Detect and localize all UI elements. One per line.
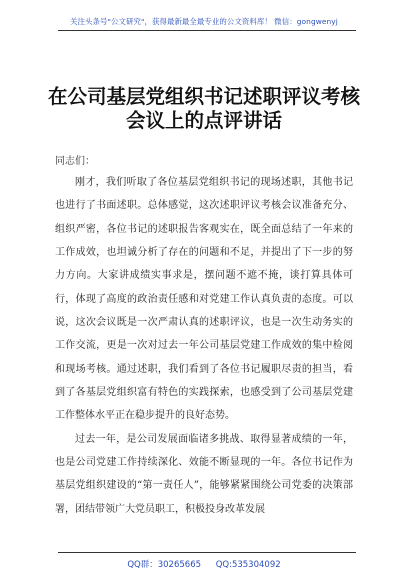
document-body [55,171,353,521]
title-line-1: 在公司基层党组织书记述职评议考核 [47,85,360,108]
footer-qq-group: QQ群：30265665 [127,560,202,570]
document-title [40,85,368,133]
salutation: 同志们： [55,156,95,167]
footer-divider [58,552,356,553]
footer-qq-number: QQ:535304092 [215,560,281,570]
header-note: 关注头条号"公文研究"，获得最新最全最专业的公文资料库！ 微信：gongwenyj [70,17,338,26]
header-divider [58,30,356,31]
paragraph-1: 刚才，我们听取了各位基层党组织书记的现场述职，其他书记也进行了书面述职。总体感觉，这次述职评议考核会议准备充分、组织严密，各位书记的述职报告客观实在，既全面总结了一年来的工作成效，也坦诚分析了存在的问题和不足，并提出了下一步的努力方向。大家讲成绩实事求是，摆问题不遮不掩，谈打算具体可行，体现了高度的政治责任感和对党建工作认真负责的态度。可以说，这次会议既是一次严肃认真的述职评议，也是一次生动务实的工作交流，更是一次对过去一年公司基层党建工作成效的集中检阅和现场考核。通过述职，我们看到了各位书记履职尽责的担当，看到了各基层党组织富有特色的实践探索，也感受到了公司基层党建工作整体水平正在稳步提升的良好态势。 [55,177,353,422]
footer-note [0,558,408,570]
title-line-2: 会议上的点评讲话 [125,109,282,132]
paragraph-2: 过去一年，是公司发展面临诸多挑战、取得显著成绩的一年，也是公司党建工作持续深化、效能不断显现的一年。各位书记作为基层党组织建设的“第一责任人”，能够紧紧围绕公司党委的决策部署，团结带领广大党员职工，积极投身改革发展 [55,433,353,515]
